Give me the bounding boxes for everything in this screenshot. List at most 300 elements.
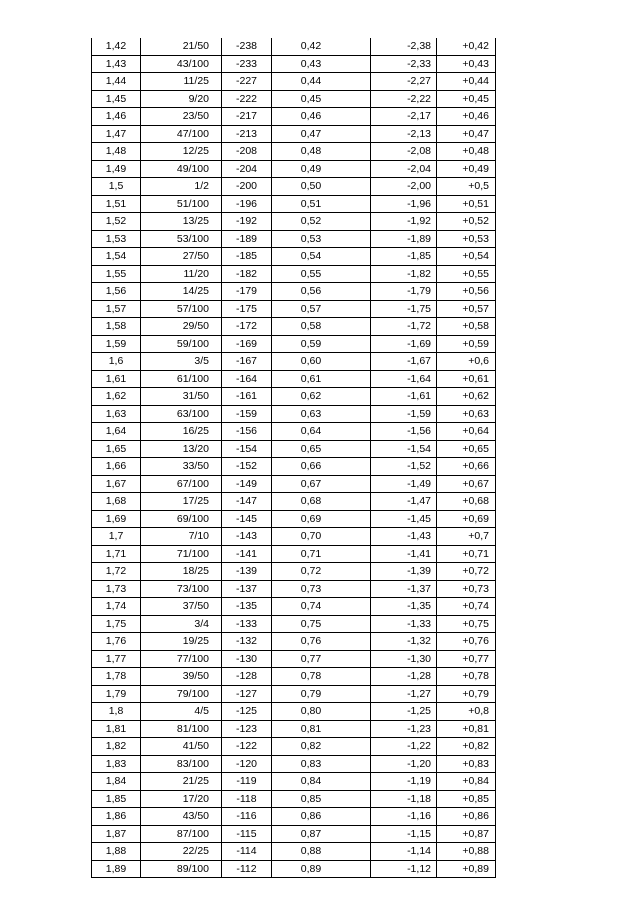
table-cell: -175 — [222, 300, 272, 318]
table-cell: 59/100 — [141, 335, 222, 353]
table-cell: -192 — [222, 213, 272, 231]
table-cell: 0,82 — [272, 738, 371, 756]
table-cell: 1,61 — [92, 370, 141, 388]
table-cell: -217 — [222, 108, 272, 126]
table-cell: -2,04 — [371, 160, 437, 178]
table-row — [92, 545, 496, 563]
table-cell: 1,8 — [92, 703, 141, 721]
table-cell: +0,76 — [437, 633, 496, 651]
table-cell: 18/25 — [141, 563, 222, 581]
table-cell: 0,71 — [272, 545, 371, 563]
table-row — [92, 860, 496, 878]
table-cell: -159 — [222, 405, 272, 423]
table-cell: +0,81 — [437, 720, 496, 738]
table-cell: -189 — [222, 230, 272, 248]
table-cell: 51/100 — [141, 195, 222, 213]
table-row — [92, 475, 496, 493]
table-row — [92, 703, 496, 721]
table-cell: -1,18 — [371, 790, 437, 808]
table-cell: -127 — [222, 685, 272, 703]
table-cell: 1,73 — [92, 580, 141, 598]
table-row — [92, 178, 496, 196]
table-cell: 14/25 — [141, 283, 222, 301]
table-cell: -135 — [222, 598, 272, 616]
table-cell: -1,52 — [371, 458, 437, 476]
table-cell: +0,5 — [437, 178, 496, 196]
table-cell: 89/100 — [141, 860, 222, 878]
table-cell: +0,53 — [437, 230, 496, 248]
table-cell: -2,00 — [371, 178, 437, 196]
table-cell: 1,81 — [92, 720, 141, 738]
table-cell: -139 — [222, 563, 272, 581]
table-cell: -227 — [222, 73, 272, 91]
table-cell: 1,88 — [92, 843, 141, 861]
table-cell: +0,65 — [437, 440, 496, 458]
table-cell: 0,81 — [272, 720, 371, 738]
table-cell: 0,70 — [272, 528, 371, 546]
table-cell: -1,28 — [371, 668, 437, 686]
table-row — [92, 615, 496, 633]
table-cell: +0,69 — [437, 510, 496, 528]
table-cell: -2,33 — [371, 55, 437, 73]
table-cell: -1,19 — [371, 773, 437, 791]
table-cell: -118 — [222, 790, 272, 808]
table-cell: 21/50 — [141, 38, 222, 55]
table-cell: 1,44 — [92, 73, 141, 91]
table-cell: 9/20 — [141, 90, 222, 108]
table-cell: 83/100 — [141, 755, 222, 773]
table-cell: -1,59 — [371, 405, 437, 423]
table-cell: +0,58 — [437, 318, 496, 336]
table-cell: 0,51 — [272, 195, 371, 213]
table-cell: 0,79 — [272, 685, 371, 703]
table-cell: +0,84 — [437, 773, 496, 791]
table-row — [92, 55, 496, 73]
table-row — [92, 108, 496, 126]
table-cell: 17/25 — [141, 493, 222, 511]
table-cell: 1,54 — [92, 248, 141, 266]
table-cell: 1,75 — [92, 615, 141, 633]
table-cell: 1,42 — [92, 38, 141, 55]
table-cell: -1,16 — [371, 808, 437, 826]
table-cell: 0,57 — [272, 300, 371, 318]
table-cell: -204 — [222, 160, 272, 178]
table-cell: -125 — [222, 703, 272, 721]
table-cell: 1,74 — [92, 598, 141, 616]
table-row — [92, 668, 496, 686]
table-cell: -233 — [222, 55, 272, 73]
table-cell: 1,65 — [92, 440, 141, 458]
table-cell: -208 — [222, 143, 272, 161]
table-cell: +0,56 — [437, 283, 496, 301]
table-cell: 1,86 — [92, 808, 141, 826]
table-cell: 0,54 — [272, 248, 371, 266]
table-cell: 0,55 — [272, 265, 371, 283]
table-cell: 7/10 — [141, 528, 222, 546]
table-cell: 1,51 — [92, 195, 141, 213]
table-cell: 1,77 — [92, 650, 141, 668]
table-cell: 0,61 — [272, 370, 371, 388]
data-table — [91, 38, 496, 878]
table-cell: +0,59 — [437, 335, 496, 353]
table-cell: +0,52 — [437, 213, 496, 231]
table-cell: +0,86 — [437, 808, 496, 826]
table-cell: +0,78 — [437, 668, 496, 686]
table-cell: 1,76 — [92, 633, 141, 651]
table-cell: +0,68 — [437, 493, 496, 511]
table-row — [92, 773, 496, 791]
table-cell: 0,42 — [272, 38, 371, 55]
table-cell: -123 — [222, 720, 272, 738]
table-cell: -1,49 — [371, 475, 437, 493]
table-cell: 1,56 — [92, 283, 141, 301]
table-cell: -1,45 — [371, 510, 437, 528]
table-row — [92, 90, 496, 108]
table-row — [92, 458, 496, 476]
table-cell: -161 — [222, 388, 272, 406]
table-cell: -1,35 — [371, 598, 437, 616]
table-cell: 0,63 — [272, 405, 371, 423]
table-cell: 0,77 — [272, 650, 371, 668]
table-cell: 0,46 — [272, 108, 371, 126]
table-cell: 73/100 — [141, 580, 222, 598]
table-cell: -122 — [222, 738, 272, 756]
table-cell: 11/25 — [141, 73, 222, 91]
table-cell: -1,37 — [371, 580, 437, 598]
table-row — [92, 388, 496, 406]
table-cell: 1,45 — [92, 90, 141, 108]
table-cell: -213 — [222, 125, 272, 143]
table-cell: 1,87 — [92, 825, 141, 843]
table-cell: 0,52 — [272, 213, 371, 231]
table-cell: 37/50 — [141, 598, 222, 616]
table-cell: 0,69 — [272, 510, 371, 528]
table-row — [92, 598, 496, 616]
table-cell: 53/100 — [141, 230, 222, 248]
table-cell: -2,17 — [371, 108, 437, 126]
table-cell: -2,13 — [371, 125, 437, 143]
table-cell: -1,79 — [371, 283, 437, 301]
table-cell: 1,68 — [92, 493, 141, 511]
table-row — [92, 248, 496, 266]
table-cell: 1,43 — [92, 55, 141, 73]
table-cell: 1,83 — [92, 755, 141, 773]
table-cell: 1,55 — [92, 265, 141, 283]
table-cell: 41/50 — [141, 738, 222, 756]
table-cell: -1,23 — [371, 720, 437, 738]
table-cell: -1,75 — [371, 300, 437, 318]
table-cell: 0,59 — [272, 335, 371, 353]
table-cell: -1,69 — [371, 335, 437, 353]
table-cell: 63/100 — [141, 405, 222, 423]
table-row — [92, 283, 496, 301]
table-cell: +0,73 — [437, 580, 496, 598]
table-cell: 0,60 — [272, 353, 371, 371]
table-cell: -238 — [222, 38, 272, 55]
table-cell: +0,79 — [437, 685, 496, 703]
table-cell: 1,85 — [92, 790, 141, 808]
table-cell: -1,54 — [371, 440, 437, 458]
table-cell: -1,89 — [371, 230, 437, 248]
table-cell: +0,63 — [437, 405, 496, 423]
table-row — [92, 353, 496, 371]
table-cell: +0,87 — [437, 825, 496, 843]
table-cell: 1,7 — [92, 528, 141, 546]
table-cell: 1,53 — [92, 230, 141, 248]
table-cell: 61/100 — [141, 370, 222, 388]
table-cell: +0,77 — [437, 650, 496, 668]
table-cell: 1,67 — [92, 475, 141, 493]
table-cell: -2,38 — [371, 38, 437, 55]
table-cell: 0,49 — [272, 160, 371, 178]
table-cell: 0,88 — [272, 843, 371, 861]
table-cell: 69/100 — [141, 510, 222, 528]
table-cell: 43/100 — [141, 55, 222, 73]
table-cell: 1,59 — [92, 335, 141, 353]
table-row — [92, 790, 496, 808]
table-cell: +0,47 — [437, 125, 496, 143]
table-row — [92, 143, 496, 161]
table-cell: 29/50 — [141, 318, 222, 336]
table-cell: 1/2 — [141, 178, 222, 196]
table-cell: 0,48 — [272, 143, 371, 161]
table-cell: -1,30 — [371, 650, 437, 668]
table-cell: 67/100 — [141, 475, 222, 493]
table-cell: 1,49 — [92, 160, 141, 178]
table-cell: -172 — [222, 318, 272, 336]
table-row — [92, 755, 496, 773]
table-cell: 4/5 — [141, 703, 222, 721]
table-cell: -152 — [222, 458, 272, 476]
table-cell: -145 — [222, 510, 272, 528]
table-cell: -185 — [222, 248, 272, 266]
table-cell: -2,27 — [371, 73, 437, 91]
table-row — [92, 335, 496, 353]
table-cell: 0,84 — [272, 773, 371, 791]
table-cell: 47/100 — [141, 125, 222, 143]
table-cell: 1,47 — [92, 125, 141, 143]
table-cell: +0,61 — [437, 370, 496, 388]
table-cell: 1,66 — [92, 458, 141, 476]
table-cell: -169 — [222, 335, 272, 353]
table-row — [92, 563, 496, 581]
table-cell: 22/25 — [141, 843, 222, 861]
table-row — [92, 738, 496, 756]
table-cell: 0,65 — [272, 440, 371, 458]
table-row — [92, 370, 496, 388]
table-cell: -1,32 — [371, 633, 437, 651]
table-row — [92, 213, 496, 231]
table-cell: 0,76 — [272, 633, 371, 651]
table-cell: 11/20 — [141, 265, 222, 283]
table-cell: +0,57 — [437, 300, 496, 318]
table-cell: -196 — [222, 195, 272, 213]
table-cell: 0,73 — [272, 580, 371, 598]
table-cell: -1,72 — [371, 318, 437, 336]
table-cell: 1,82 — [92, 738, 141, 756]
table-cell: 1,48 — [92, 143, 141, 161]
table-cell: 0,67 — [272, 475, 371, 493]
table-cell: -128 — [222, 668, 272, 686]
table-cell: 1,63 — [92, 405, 141, 423]
table-cell: 71/100 — [141, 545, 222, 563]
table-cell: -130 — [222, 650, 272, 668]
table-cell: 1,69 — [92, 510, 141, 528]
table-cell: +0,83 — [437, 755, 496, 773]
table-cell: -222 — [222, 90, 272, 108]
table-cell: +0,46 — [437, 108, 496, 126]
table-body — [92, 38, 496, 878]
table-cell: +0,64 — [437, 423, 496, 441]
table-cell: 1,6 — [92, 353, 141, 371]
table-cell: 1,52 — [92, 213, 141, 231]
table-cell: 1,72 — [92, 563, 141, 581]
table-cell: -1,96 — [371, 195, 437, 213]
table-cell: 3/5 — [141, 353, 222, 371]
table-cell: +0,51 — [437, 195, 496, 213]
table-row — [92, 825, 496, 843]
table-cell: -1,67 — [371, 353, 437, 371]
table-row — [92, 318, 496, 336]
table-cell: 0,85 — [272, 790, 371, 808]
table-cell: 39/50 — [141, 668, 222, 686]
table-cell: 1,71 — [92, 545, 141, 563]
table-cell: +0,74 — [437, 598, 496, 616]
table-row — [92, 405, 496, 423]
table-cell: -156 — [222, 423, 272, 441]
table-cell: -116 — [222, 808, 272, 826]
table-row — [92, 38, 496, 55]
table-cell: +0,89 — [437, 860, 496, 878]
table-cell: 23/50 — [141, 108, 222, 126]
table-cell: 0,87 — [272, 825, 371, 843]
table-cell: 57/100 — [141, 300, 222, 318]
table-cell: 1,84 — [92, 773, 141, 791]
table-cell: 21/25 — [141, 773, 222, 791]
table-cell: -143 — [222, 528, 272, 546]
table-row — [92, 580, 496, 598]
table-cell: -200 — [222, 178, 272, 196]
table-cell: +0,71 — [437, 545, 496, 563]
table-cell: +0,7 — [437, 528, 496, 546]
table-row — [92, 808, 496, 826]
table-cell: 0,62 — [272, 388, 371, 406]
table-cell: -1,41 — [371, 545, 437, 563]
table-cell: +0,55 — [437, 265, 496, 283]
table-cell: 12/25 — [141, 143, 222, 161]
table-cell: +0,48 — [437, 143, 496, 161]
table-row — [92, 650, 496, 668]
table-cell: +0,88 — [437, 843, 496, 861]
table-cell: +0,45 — [437, 90, 496, 108]
table-cell: 0,83 — [272, 755, 371, 773]
table-cell: 27/50 — [141, 248, 222, 266]
table-cell: 31/50 — [141, 388, 222, 406]
table-cell: 33/50 — [141, 458, 222, 476]
table-cell: -1,85 — [371, 248, 437, 266]
table-cell: 49/100 — [141, 160, 222, 178]
table-cell: 0,44 — [272, 73, 371, 91]
table-cell: 77/100 — [141, 650, 222, 668]
table-cell: +0,85 — [437, 790, 496, 808]
table-cell: 0,78 — [272, 668, 371, 686]
table-row — [92, 423, 496, 441]
table-cell: 17/20 — [141, 790, 222, 808]
table-row — [92, 73, 496, 91]
table-cell: -1,61 — [371, 388, 437, 406]
table-cell: 1,78 — [92, 668, 141, 686]
table-cell: 0,45 — [272, 90, 371, 108]
table-cell: 0,68 — [272, 493, 371, 511]
table-cell: 1,62 — [92, 388, 141, 406]
table-cell: -115 — [222, 825, 272, 843]
table-cell: +0,43 — [437, 55, 496, 73]
table-row — [92, 510, 496, 528]
table-cell: -2,22 — [371, 90, 437, 108]
table-cell: -149 — [222, 475, 272, 493]
table-cell: 19/25 — [141, 633, 222, 651]
table-cell: -1,33 — [371, 615, 437, 633]
table-row — [92, 440, 496, 458]
table-cell: -137 — [222, 580, 272, 598]
table-row — [92, 528, 496, 546]
table-cell: +0,8 — [437, 703, 496, 721]
table-cell: 3/4 — [141, 615, 222, 633]
table-cell: -119 — [222, 773, 272, 791]
table-cell: 0,43 — [272, 55, 371, 73]
table-cell: +0,44 — [437, 73, 496, 91]
table-cell: 16/25 — [141, 423, 222, 441]
table-cell: -1,39 — [371, 563, 437, 581]
table-cell: -164 — [222, 370, 272, 388]
table-cell: -141 — [222, 545, 272, 563]
table-cell: 87/100 — [141, 825, 222, 843]
table-cell: -1,22 — [371, 738, 437, 756]
table-cell: 0,53 — [272, 230, 371, 248]
table-cell: +0,42 — [437, 38, 496, 55]
table-cell: 0,50 — [272, 178, 371, 196]
table-cell: -132 — [222, 633, 272, 651]
table-cell: 1,89 — [92, 860, 141, 878]
table-row — [92, 195, 496, 213]
table-cell: 0,75 — [272, 615, 371, 633]
table-cell: -147 — [222, 493, 272, 511]
table-row — [92, 843, 496, 861]
table-cell: -1,15 — [371, 825, 437, 843]
table-cell: 0,64 — [272, 423, 371, 441]
table-cell: -154 — [222, 440, 272, 458]
table-row — [92, 300, 496, 318]
table-cell: +0,6 — [437, 353, 496, 371]
spreadsheet-page — [91, 38, 496, 878]
table-cell: -1,47 — [371, 493, 437, 511]
table-cell: +0,67 — [437, 475, 496, 493]
table-cell: -1,27 — [371, 685, 437, 703]
table-cell: 13/20 — [141, 440, 222, 458]
table-row — [92, 685, 496, 703]
table-cell: -1,64 — [371, 370, 437, 388]
table-cell: 0,58 — [272, 318, 371, 336]
table-cell: -1,92 — [371, 213, 437, 231]
table-row — [92, 493, 496, 511]
table-row — [92, 720, 496, 738]
table-cell: -1,82 — [371, 265, 437, 283]
table-cell: +0,62 — [437, 388, 496, 406]
table-cell: +0,66 — [437, 458, 496, 476]
table-cell: +0,75 — [437, 615, 496, 633]
table-cell: +0,72 — [437, 563, 496, 581]
table-row — [92, 160, 496, 178]
